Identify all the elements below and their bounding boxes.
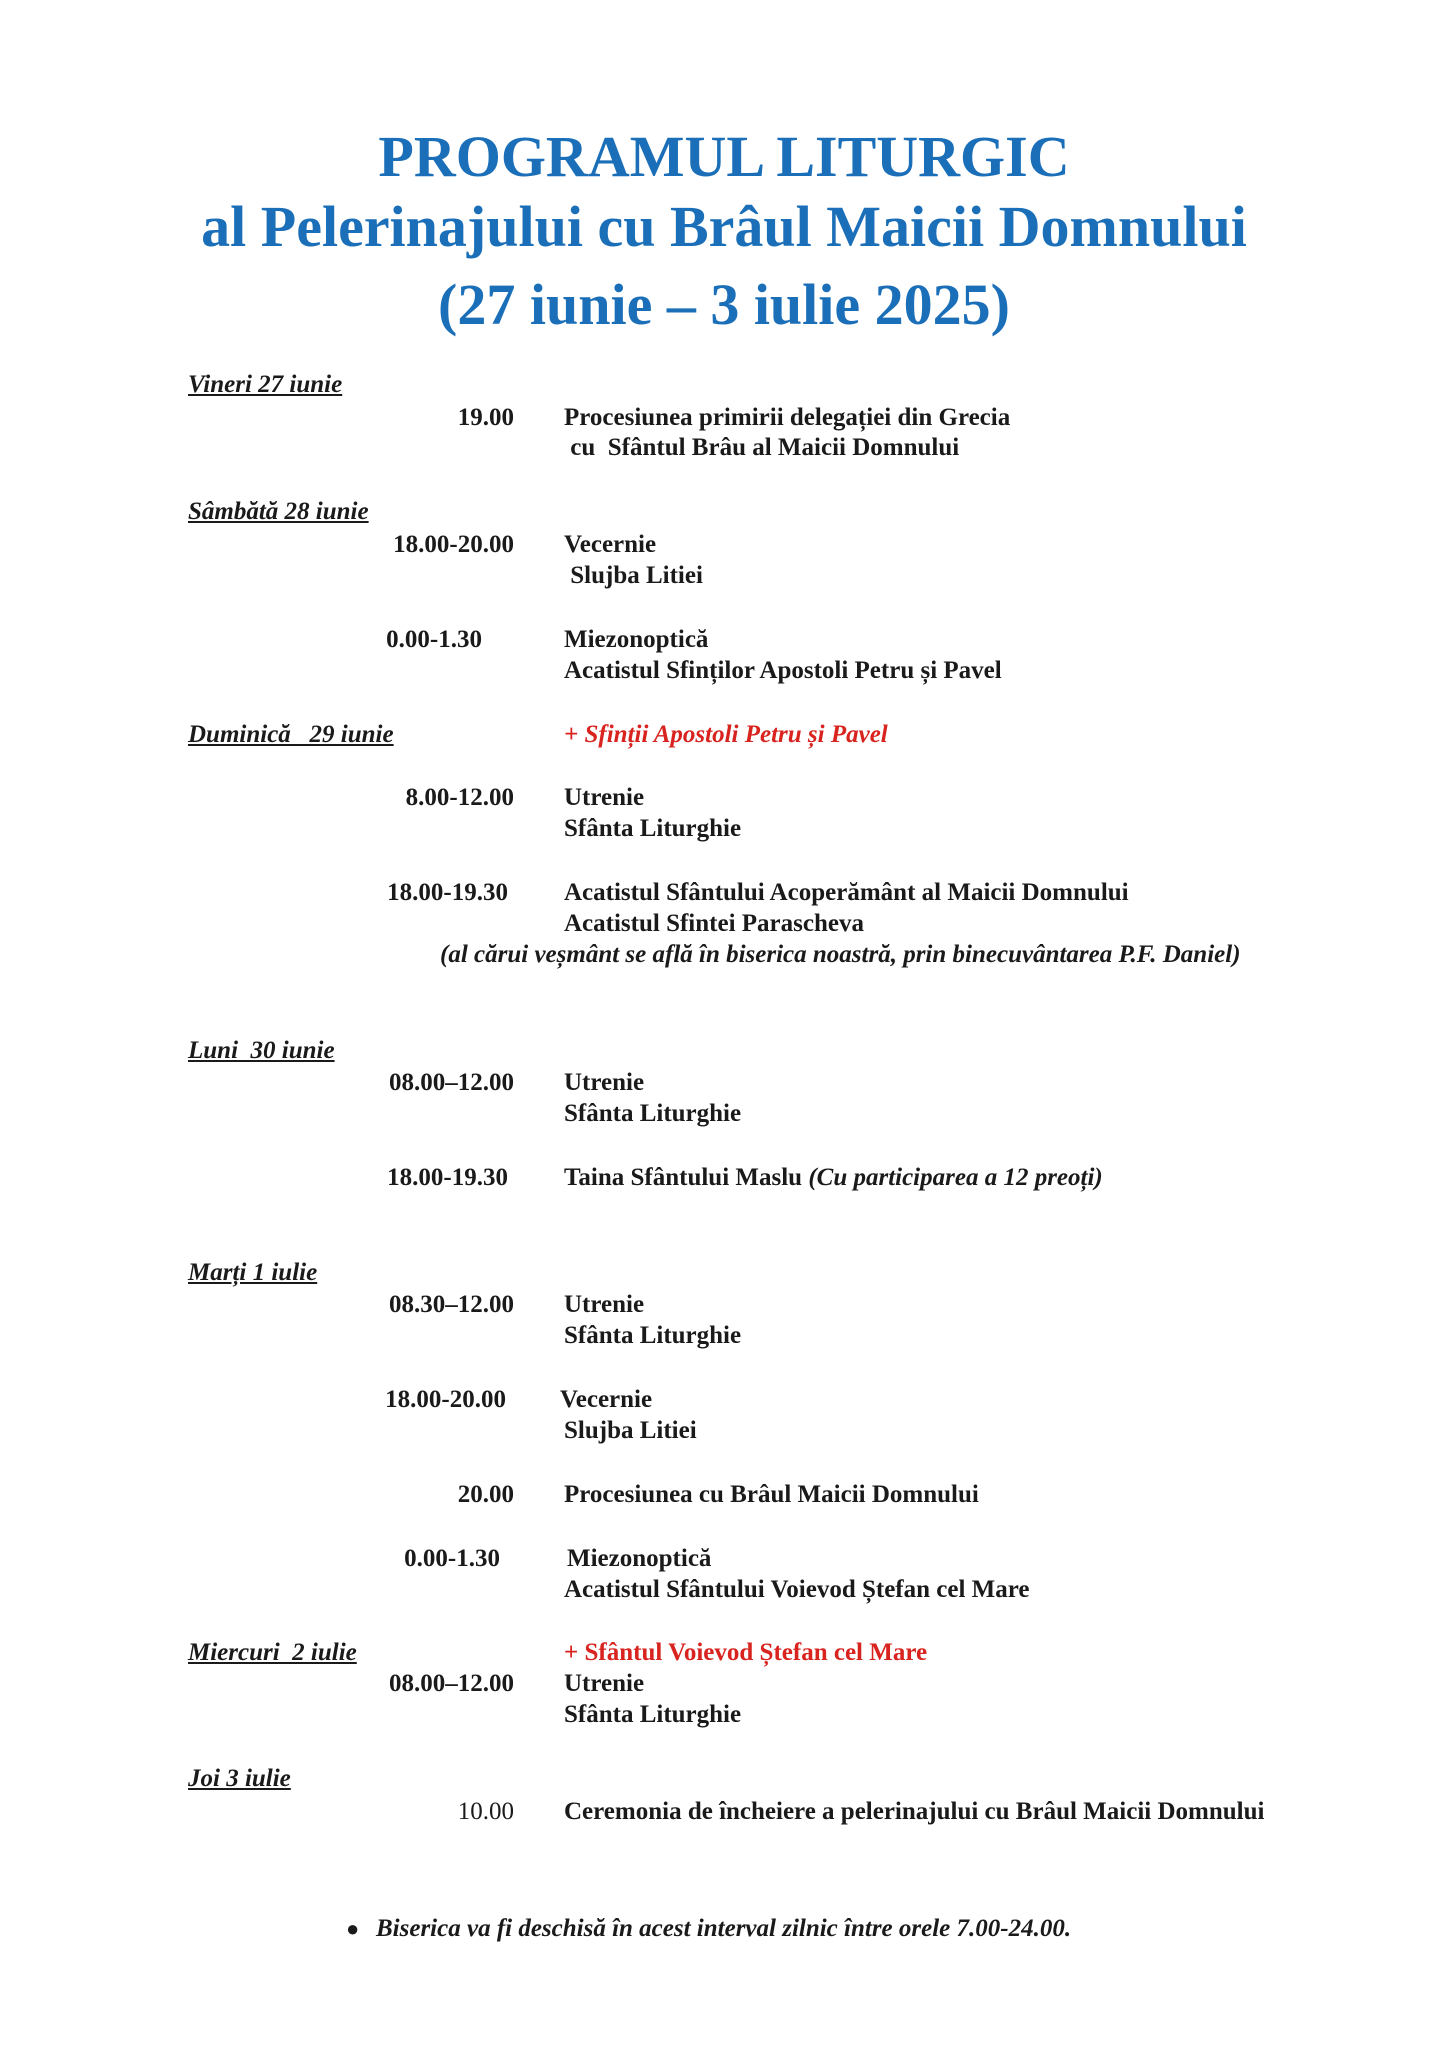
slot-time: 0.00-1.30	[404, 1545, 500, 1572]
feast-label: + Sfinții Apostoli Petru și Pavel	[564, 721, 888, 748]
title-line-2: al Pelerinajului cu Brâul Maicii Domnului	[201, 194, 1247, 259]
slot-line: Acatistul Sfinților Apostoli Petru și Pavel	[564, 657, 1002, 684]
slot-line: Acatistul Sfântului Voievod Ștefan cel Mare	[564, 1576, 1030, 1603]
slot-line: Slujba Litiei	[564, 1417, 697, 1444]
slot-line: Procesiunea primirii delegației din Grecia	[564, 404, 1011, 431]
slot-time: 08.30–12.00	[389, 1291, 514, 1318]
slot-line: Taina Sfântului Maslu	[564, 1164, 803, 1191]
slot-time: 18.00-19.30	[387, 879, 508, 906]
slot-time: 08.00–12.00	[389, 1670, 514, 1697]
slot-time: 18.00-20.00	[385, 1386, 506, 1413]
title-line-1: PROGRAMUL LITURGIC	[378, 124, 1070, 189]
footnote: Biserica va fi deschisă în acest interval zilnic între orele 7.00-24.00.	[376, 1915, 1072, 1942]
slot-line: Miezonoptică	[564, 626, 709, 653]
day-heading-friday: Vineri 27 iunie	[188, 371, 343, 398]
slot-line: Utrenie	[564, 1069, 645, 1096]
slot-time: 20.00	[457, 1481, 514, 1508]
slot-line: Sfânta Liturghie	[564, 1322, 742, 1349]
day-heading-thursday: Joi 3 iulie	[188, 1765, 291, 1792]
slot-line: Acatistul Sfântului Acoperământ al Maicii Domnului	[564, 879, 1129, 906]
slot-line: Utrenie	[564, 784, 645, 811]
slot-extra-note: (Cu participarea a 12 preoți)	[808, 1164, 1103, 1191]
day-heading-monday: Luni 30 iunie	[188, 1037, 335, 1064]
slot-entry	[564, 1163, 1103, 1193]
day-heading-sunday: Duminică 29 iunie	[188, 721, 394, 748]
day-heading-wednesday: Miercuri 2 iulie	[188, 1639, 357, 1666]
bullet-icon: ●	[346, 1916, 360, 1941]
day-heading-saturday: Sâmbătă 28 iunie	[188, 498, 369, 525]
slot-line: Miezonoptică	[567, 1545, 712, 1572]
slot-time: 0.00-1.30	[386, 626, 482, 653]
feast-label: + Sfântul Voievod Ștefan cel Mare	[564, 1639, 928, 1666]
slot-time: 19.00	[457, 404, 514, 431]
title-line-3: (27 iunie – 3 iulie 2025)	[438, 272, 1010, 337]
slot-line: Procesiunea cu Brâul Maicii Domnului	[564, 1481, 979, 1508]
slot-line: Ceremonia de încheiere a pelerinajului cu Brâul Maicii Domnului	[564, 1798, 1265, 1825]
slot-time: 18.00-20.00	[393, 531, 514, 558]
slot-line: Vecernie	[564, 531, 657, 558]
slot-line: Utrenie	[564, 1291, 645, 1318]
slot-line: Acatistul Sfintei Parascheva	[564, 910, 864, 937]
day-heading-tuesday: Marți 1 iulie	[188, 1259, 318, 1286]
slot-line: Sfânta Liturghie	[564, 815, 742, 842]
slot-line: cu Sfântul Brâu al Maicii Domnului	[564, 434, 960, 461]
slot-time: 08.00–12.00	[389, 1069, 514, 1096]
slot-line: Utrenie	[564, 1670, 645, 1697]
slot-time: 18.00-19.30	[387, 1164, 508, 1191]
day-note: (al cărui veșmânt se află în biserica noastră, prin binecuvântarea P.F. Daniel)	[440, 941, 1241, 968]
slot-line: Vecernie	[560, 1386, 653, 1413]
slot-line: Slujba Litiei	[564, 562, 703, 589]
slot-line: Sfânta Liturghie	[564, 1100, 742, 1127]
slot-line: Sfânta Liturghie	[564, 1701, 742, 1728]
slot-time: 8.00-12.00	[405, 784, 514, 811]
slot-time: 10.00	[457, 1798, 514, 1825]
